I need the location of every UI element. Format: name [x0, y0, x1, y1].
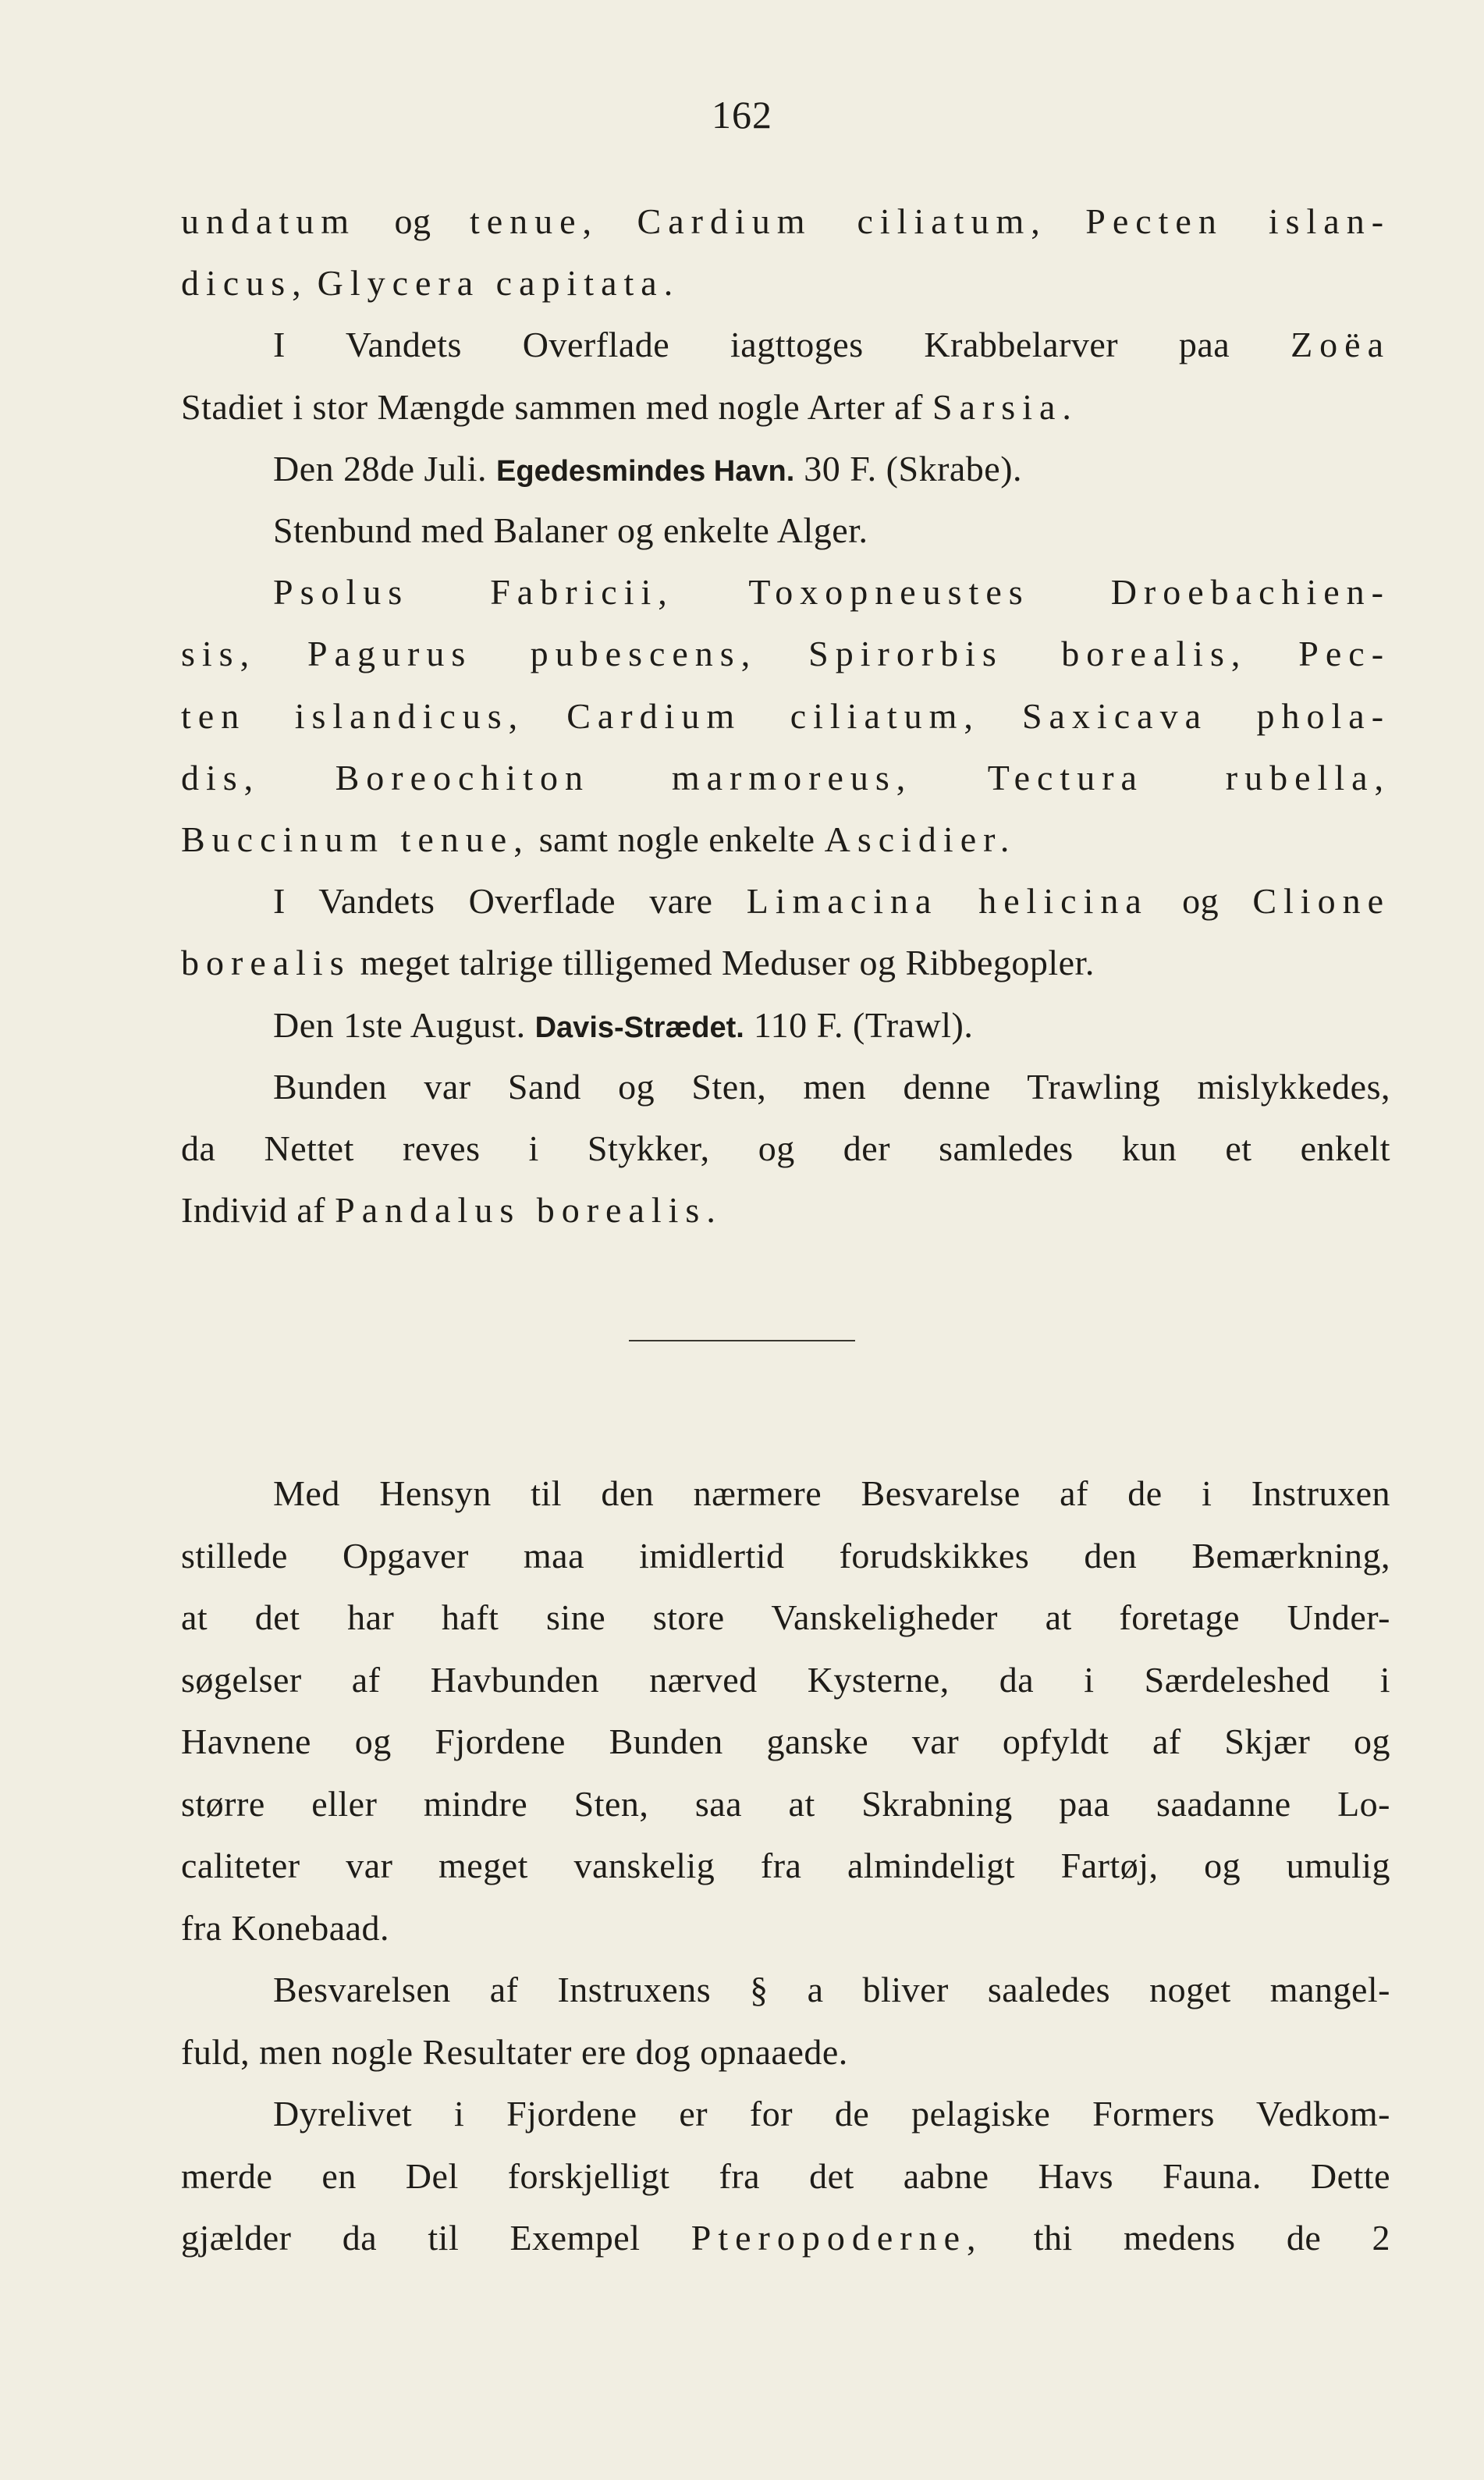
spaced-term: Pagurus pubescens, [307, 634, 758, 674]
text-run: Stenbund med Balaner og enkelte Alger. [273, 510, 868, 550]
spaced-term: Pecten islan- [1085, 201, 1391, 241]
text-line [181, 384, 1390, 431]
text-run [1247, 634, 1298, 673]
text-run [256, 634, 307, 673]
spaced-term: Buccinum tenue, [181, 819, 530, 859]
text-line [181, 1533, 1390, 1579]
text-run: Dyrelivet i Fjordene er for de pelagiske Formers Vedkom- [273, 2094, 1390, 2134]
spaced-term: Psolus Fabricii, [273, 572, 674, 613]
text-run: større eller mindre Sten, saa at Skrabning paa saadanne Lo- [181, 1783, 1390, 1824]
text-line [181, 755, 1390, 801]
spaced-term: Pteropoderne, [691, 2218, 983, 2258]
text-line [181, 2153, 1390, 2200]
text-line [273, 446, 1390, 495]
spaced-term: Limacina helicina [746, 881, 1149, 922]
spaced-term: tenue, [469, 201, 599, 241]
text-run: da Nettet reves i Stykker, og der samledes kun et enkelt [181, 1128, 1390, 1168]
text-line [181, 1905, 1390, 1952]
text-run: fuld, men nogle Resultater ere dog opnaaede. [181, 2031, 848, 2072]
spaced-term: borealis [181, 943, 351, 983]
spaced-term: Sarsia. [932, 386, 1078, 427]
spaced-term: Saxicava phola- [1021, 695, 1391, 736]
page-number: 162 [712, 93, 772, 137]
spaced-term: Pec- [1298, 634, 1391, 674]
text-run: merde en Del forskjelligt fra det aabne Havs Fauna. Dette [181, 2155, 1390, 2196]
text-run: søgelser af Havbunden nærved Kysterne, da i Særdeleshed i [181, 1659, 1390, 1700]
section-divider [629, 1340, 855, 1341]
text-line [181, 2215, 1390, 2261]
text-line [273, 1064, 1390, 1110]
spaced-term: Tectura rubella, [987, 757, 1391, 798]
text-run [598, 201, 637, 241]
text-line [181, 2029, 1390, 2076]
location-name: Egedesmindes Havn. [496, 454, 795, 488]
text-run: Bunden var Sand og Sten, men denne Trawling mislykkedes, [273, 1066, 1390, 1107]
text-run: Individ af [181, 1190, 335, 1231]
text-run: thi medens de 2 [982, 2218, 1390, 2258]
text-run: at det har haft sine store Vanskeligheder at foretage Under- [181, 1597, 1390, 1637]
text-line [181, 940, 1390, 986]
text-run: samt nogle enkelte [529, 819, 825, 859]
text-run: Stadiet i stor Mængde sammen med nogle Arter af [181, 386, 932, 427]
text-line [181, 1718, 1390, 1765]
text-run: fra Konebaad. [181, 1907, 390, 1948]
text-run: Den 28de Juli. [273, 448, 497, 489]
text-line [273, 2091, 1390, 2137]
location-name: Davis-Strædet. [534, 1011, 744, 1044]
text-run: Besvarelsen af Instruxens § a bliver saaledes noget mangel- [273, 1970, 1390, 2009]
text-line [181, 1125, 1390, 1172]
spaced-term: Boreochiton marmoreus, [335, 757, 913, 798]
text-run: og [1148, 881, 1253, 922]
text-run: 30 F. (Skrabe). [794, 448, 1023, 489]
text-run: Med Hensyn til den nærmere Besvarelse af de i Instruxen [273, 1473, 1390, 1513]
text-run [524, 696, 566, 736]
text-line [273, 322, 1390, 368]
text-run [308, 263, 318, 303]
text-line [181, 631, 1390, 677]
text-line [273, 878, 1390, 925]
spaced-term: undatum [181, 201, 356, 241]
text-line [181, 1842, 1390, 1889]
text-run [260, 758, 335, 798]
spaced-term: Cardium ciliatum, [566, 695, 980, 736]
text-run: Den 1ste August. [273, 1004, 535, 1045]
text-line [181, 1781, 1390, 1828]
text-run [674, 572, 749, 612]
spaced-term: Pandalus borealis. [335, 1190, 722, 1231]
text-line [181, 1594, 1390, 1641]
spaced-term: dicus, [181, 263, 308, 304]
text-run: caliteter var meget vanskelig fra almindeligt Fartøj, og umulig [181, 1846, 1390, 1885]
text-line [181, 693, 1390, 740]
text-run [912, 758, 987, 798]
text-run [1047, 201, 1085, 241]
text-run: Havnene og Fjordene Bunden ganske var opfyldt af Skjær og [181, 1721, 1390, 1761]
text-run: stillede Opgaver maa imidlertid forudskikkes den Bemærkning, [181, 1535, 1390, 1576]
text-line [181, 198, 1390, 245]
text-line [273, 507, 1390, 554]
text-run [980, 696, 1022, 736]
spaced-term: Cardium ciliatum, [637, 201, 1047, 241]
text-line [273, 1967, 1390, 2013]
text-line [181, 1657, 1390, 1704]
text-line [181, 816, 1390, 863]
spaced-term: Toxopneustes Droebachien- [748, 572, 1390, 613]
text-run: meget talrige tilligemed Meduser og Ribbegopler. [350, 943, 1095, 983]
text-run: 110 F. (Trawl). [744, 1004, 974, 1045]
spaced-term: Spirorbis borealis, [808, 634, 1248, 674]
text-run: I Vandets Overflade vare [273, 881, 747, 922]
text-line [181, 260, 1390, 307]
text-line [273, 1470, 1390, 1517]
spaced-term: dis, [181, 757, 261, 798]
text-line [273, 1002, 1390, 1051]
spaced-term: Zoëa [1291, 325, 1390, 365]
spaced-term: Clione [1252, 881, 1390, 922]
spaced-term: Ascidier. [824, 819, 1017, 859]
spaced-term: ten islandicus, [181, 695, 525, 736]
text-run: gjælder da til Exempel [181, 2218, 691, 2258]
spaced-term: sis, [181, 634, 257, 674]
text-run: og [355, 201, 470, 241]
text-line [181, 1187, 1390, 1234]
text-run [757, 634, 808, 673]
spaced-term: Glycera capitata. [317, 263, 680, 304]
text-line [273, 569, 1390, 616]
text-run: I Vandets Overflade iagttoges Krabbelarver paa [273, 325, 1291, 365]
